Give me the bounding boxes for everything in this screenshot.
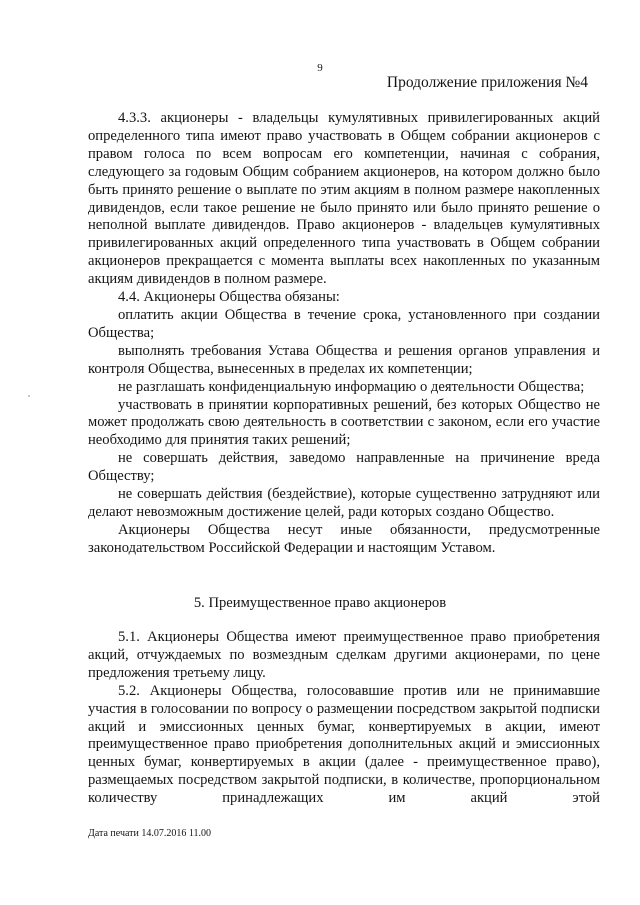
duty-no-harm: не совершать действия, заведомо направленные на причинение вреда Обществу;	[88, 450, 600, 485]
scan-speck	[28, 395, 30, 397]
document-body	[88, 110, 600, 558]
section-heading: 5. Преимущественное право акционеров	[193, 595, 447, 611]
duty-corporate-decisions: участвовать в принятии корпоративных решений, без которых Общество не может продолжать свою деятельность в соответствии с законом, если его участие необходимо для принятия таких решений;	[88, 396, 600, 449]
paragraph-5-1: 5.1. Акционеры Общества имеют преимущественное право приобретения акций, отчуждаемых по возмездным сделкам другими акционерами, по цене предложения третьему лицу.	[88, 629, 600, 681]
section-5-body	[88, 629, 600, 808]
paragraph-4-4: 4.4. Акционеры Общества обязаны:	[118, 289, 340, 306]
duty-follow-charter: выполнять требования Устава Общества и решения органов управления и контроля Общества, вынесенных в пределах их компетенции;	[88, 342, 600, 377]
duty-no-obstruction: не совершать действия (бездействие), которые существенно затрудняют или делают невозможным достижение целей, ради которых создано Общество.	[88, 486, 600, 520]
appendix-header: Продолжение приложения №4	[386, 74, 588, 91]
other-duties: Акционеры Общества несут иные обязанности, предусмотренные законодательством Российской Федерации и настоящим Уставом.	[88, 521, 600, 556]
duty-confidentiality: не разглашать конфиденциальную информацию о деятельности Общества;	[118, 378, 585, 395]
duty-pay-shares: оплатить акции Общества в течение срока, установленного при создании Общества;	[88, 306, 600, 341]
paragraph-4-3-3: 4.3.3. акционеры - владельцы кумулятивных привилегированных акций определенного типа имеют право участвовать в Общем собрании акционеров с правом голоса по всем вопросам его компетенции, начиная с собрания, следующего за годовым Общим собранием акционеров, на котором должно было быть принято решение о выплате по этим акциям в полном размере накопленных дивидендов, если такое решение не было принято или было принято решение о неполной выплате дивидендов. Право акционеров - владельцев кумулятивных привилегированных акций определенного типа участвовать в Общем собрании акционеров прекращается с момента выплаты всех накопленных по указанным акциям дивидендов в полном размере.	[88, 110, 600, 288]
print-date: Дата печати 14.07.2016 11.00	[88, 828, 212, 839]
paragraph-5-2: 5.2. Акционеры Общества, голосовавшие против или не принимавшие участия в голосовании по вопросу о размещении посредством закрытой подписки акций и эмиссионных ценных бумаг, конвертируемых в акции, имеют преимущественное право приобретения дополнительных акций и эмиссионных ценных бумаг, конвертируемых в акции (далее - преимущественное право), размещаемых посредством закрытой подписки, в количестве, пропорциональном количеству принадлежащих им акций этой	[88, 682, 600, 807]
page-number: 9	[317, 62, 323, 74]
